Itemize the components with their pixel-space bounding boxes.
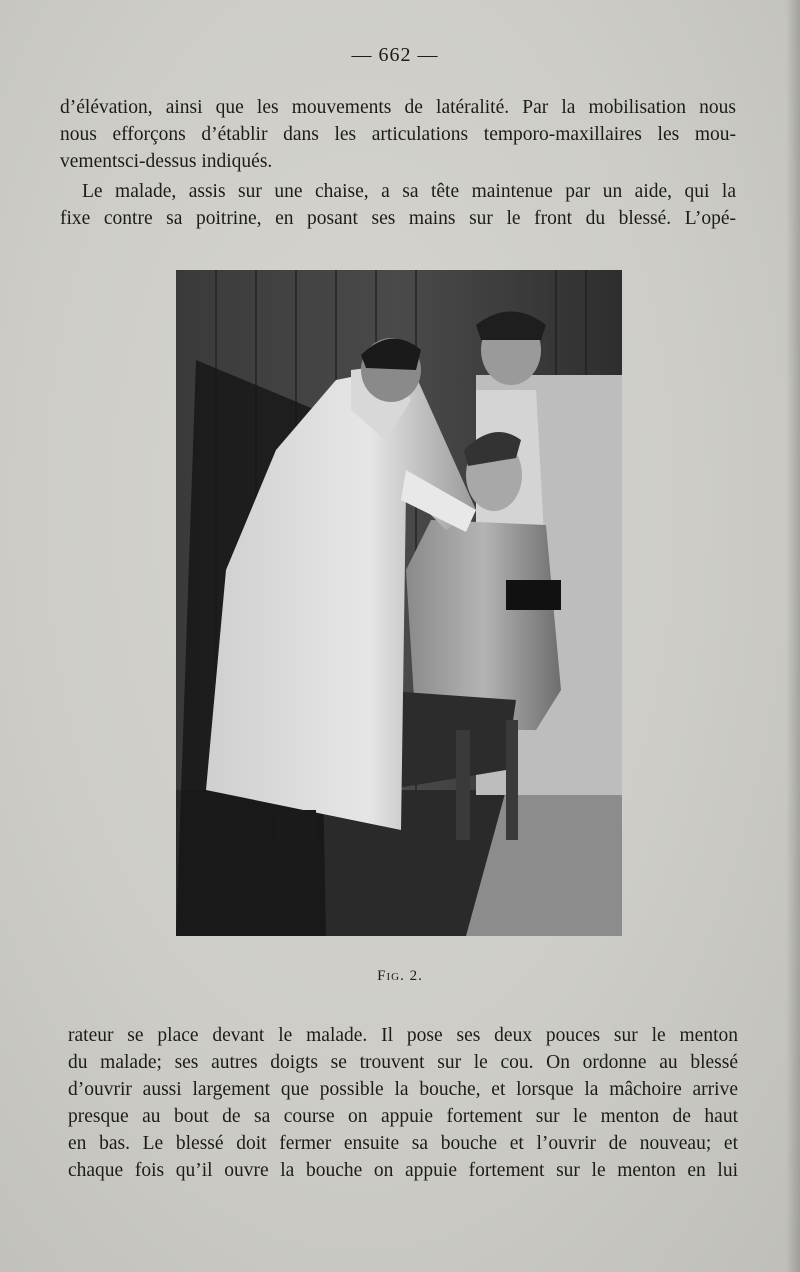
text-line: vementsci-dessus indiqués. [60, 151, 273, 172]
paragraph-2 [60, 178, 736, 232]
text-line: d’ouvrir aussi largement que possible la bouche, et lorsque la mâchoire arrive [68, 1079, 738, 1100]
text-line: en bas. Le blessé doit fermer ensuite sa bouche et l’ouvrir de nouveau; et [68, 1133, 738, 1154]
figure-photograph [176, 270, 622, 936]
text-line: fixe contre sa poitrine, en posant ses mains sur le front du blessé. L’opé- [60, 208, 736, 229]
page-number: — 662 — [351, 44, 439, 66]
text-line: du malade; ses autres doigts se trouvent sur le cou. On ordonne au blessé [68, 1052, 738, 1073]
text-line: Le malade, assis sur une chaise, a sa tête maintenue par un aide, qui la [82, 181, 736, 202]
text-line: nous efforçons d’établir dans les articulations temporo-maxillaires les mou- [60, 124, 736, 145]
text-line: presque au bout de sa course on appuie fortement sur le menton de haut [68, 1106, 738, 1127]
paragraph-3 [68, 1022, 738, 1184]
figure-caption: Fig. 2. [377, 968, 423, 984]
photograph-illustration [176, 270, 622, 936]
text-line: rateur se place devant le malade. Il pose ses deux pouces sur le menton [68, 1025, 738, 1046]
text-line: d’élévation, ainsi que les mouvements de latéralité. Par la mobilisation nous [60, 97, 736, 118]
page-edge-shadow [786, 0, 800, 1272]
paragraph-1 [60, 94, 736, 175]
text-line: chaque fois qu’il ouvre la bouche on appuie fortement sur le menton en lui [68, 1160, 738, 1181]
